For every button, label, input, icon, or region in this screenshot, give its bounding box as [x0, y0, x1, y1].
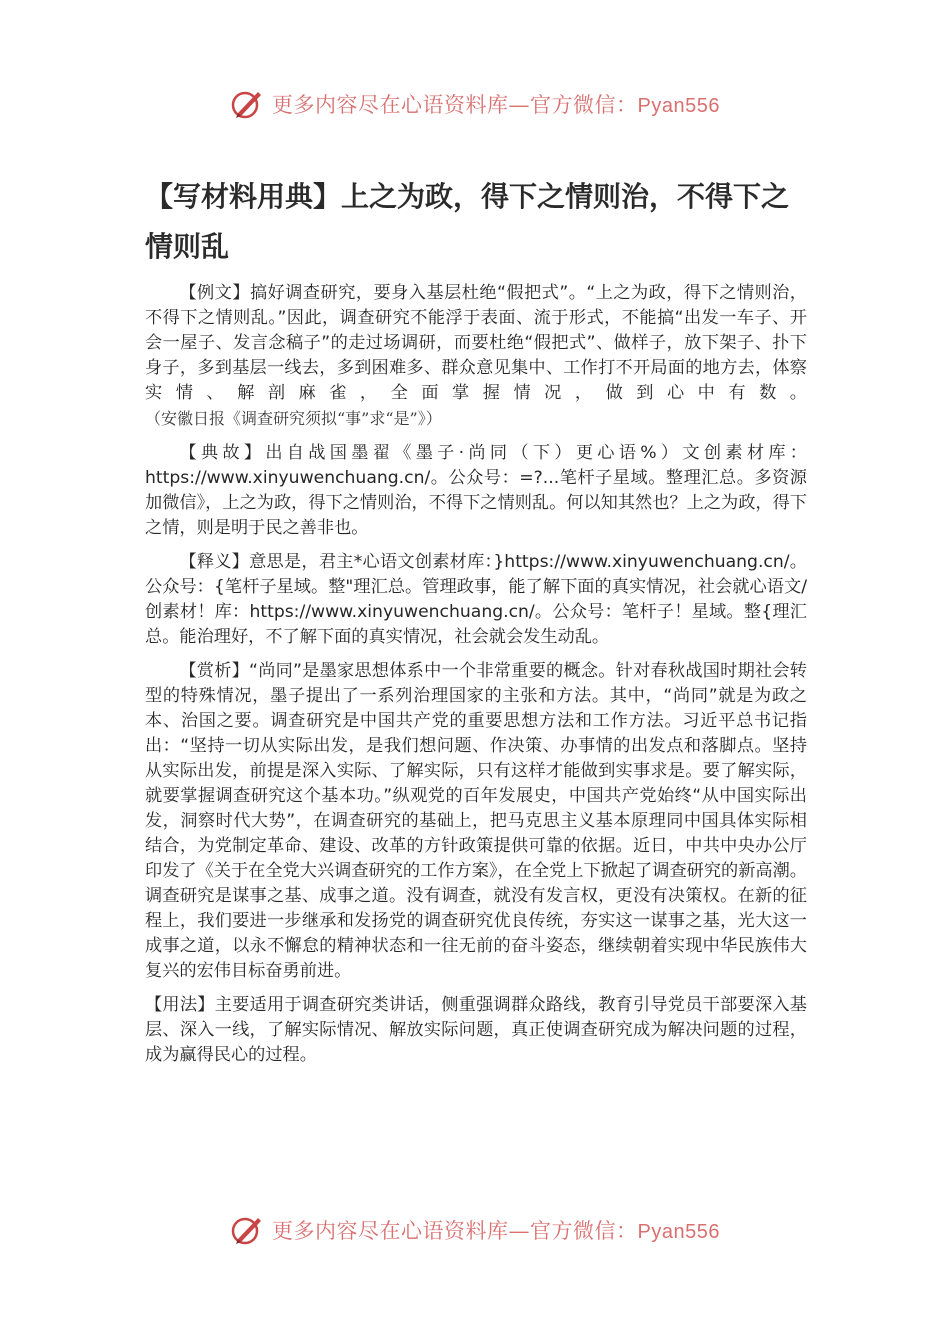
footer-banner-text: 更多内容尽在心语资料库—官方微信：Pyan556	[272, 1219, 720, 1243]
header-banner	[0, 84, 950, 124]
meaning-paragraph: 【释义】意思是，君主*心语文创素材库：}https://www.xinyuwenchuang.cn/。公众号：{笔杆子星域。整"理汇总。管理政事，能了解下面的真实情况，社会就心语文/创素材！库：https://www.xinyuwenchuang.cn/。公众号：笔杆子！星域。整{理汇总。能治理好，不了解下面的真实情况，社会就会发生动乱。	[145, 552, 807, 647]
article-body	[145, 281, 807, 1077]
example-source: （安徽日报《调查研究须拟“事”求“是”》）	[145, 409, 442, 428]
header-wechat-id: Pyan556	[637, 95, 720, 117]
analysis-paragraph: 【赏析】“尚同”是墨家思想体系中一个非常重要的概念。针对春秋战国时期社会转型的特殊情况，墨子提出了一系列治理国家的主张和方法。其中，“尚同”就是为政之本、治国之要。调查研究是中国共产党的重要思想方法和工作方法。习近平总书记指出：“坚持一切从实际出发，是我们想问题、作决策、办事情的出发点和落脚点。坚持从实际出发，前提是深入实际、了解实际，只有这样才能做到实事求是。要了解实际，就要掌握调查研究这个基本功。”纵观党的百年发展史，中国共产党始终“从中国实际出发，洞察时代大势”，在调查研究的基础上，把马克思主义基本原理同中国具体实际相结合，为党制定革命、建设、改革的方针政策提供可靠的依据。近日，中共中央办公厅印发了《关于在全党大兴调查研究的工作方案》，在全党上下掀起了调查研究的新高潮。调查研究是谋事之基、成事之道。没有调查，就没有发言权，更没有决策权。在新的征程上，我们要进一步继承和发扬党的调查研究优良传统，夯实这一谋事之基，光大这一成事之道，以永不懈怠的精神状态和一往无前的奋斗姿态，继续朝着实现中华民族伟大复兴的宏伟目标奋勇前进。	[145, 661, 807, 981]
pen-logo-icon	[230, 1213, 264, 1247]
page-title: 【写材料用典】上之为政，得下之情则治，不得下之情则乱	[145, 180, 790, 263]
footer-banner	[0, 1210, 950, 1250]
example-paragraph: 【例文】搞好调查研究，要身入基层杜绝“假把式”。“上之为政，得下之情则治，不得下之情则乱。”因此，调查研究不能浮于表面、流于形式，不能搞“出发一车子、开会一屋子、发言念稿子”的走过场调研，而要杜绝“假把式”、做样子，放下架子、扑下身子，多到基层一线去，多到困难多、群众意见集中、工作打不开局面的地方去，体察实情、解剖麻雀，全面掌握情况，做到心中有数。（安徽日报《调查研究须拟“事”求“是”》）	[145, 283, 807, 428]
footer-wechat-id: Pyan556	[637, 1221, 720, 1243]
pen-logo-icon	[230, 87, 264, 121]
header-banner-text: 更多内容尽在心语资料库—官方微信：Pyan556	[272, 93, 720, 117]
usage-paragraph: 【用法】主要适用于调查研究类讲话，侧重强调群众路线，教育引导党员干部要深入基层、深入一线，了解实际情况、解放实际问题，真正使调查研究成为解决问题的过程，成为赢得民心的过程。	[145, 995, 807, 1065]
allusion-paragraph: 【典故】出自战国墨翟《墨子·尚同（下）更心语%）文创素材库：https://www.xinyuwenchuang.cn/。公众号：=?...笔杆子星域。整理汇总。多资源加微信》，上之为政，得下之情则治，不得下之情则乱。何以知其然也？上之为政，得下之情，则是明于民之善非也。	[145, 443, 807, 538]
